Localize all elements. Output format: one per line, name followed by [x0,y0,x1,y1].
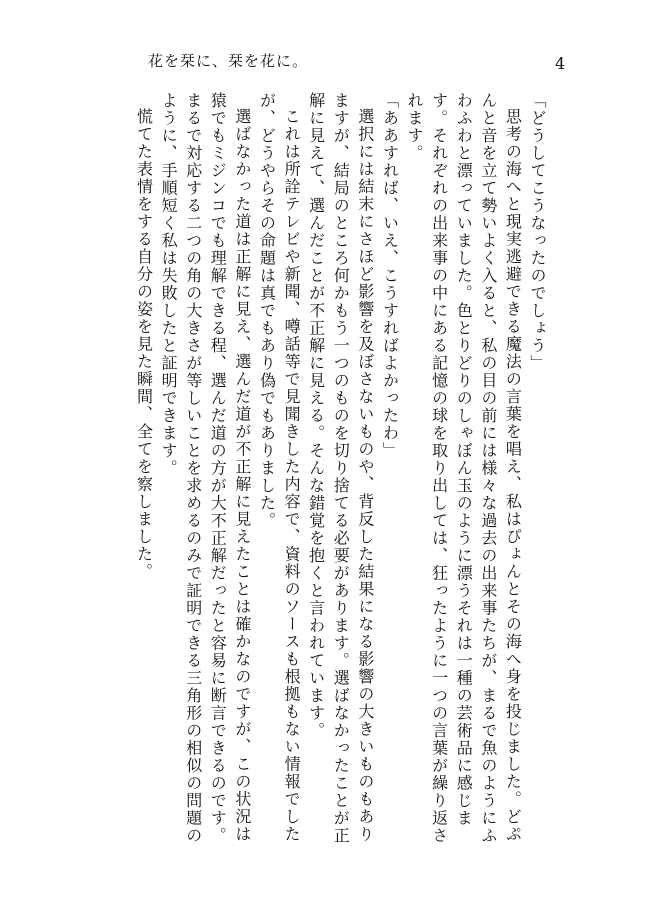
narration-paragraph: 選ばなかった道は正解に見え、選んだ道が不正解に見えたことは確かなのですが、この状況は猿でもミジンコでも理解できる程、選んだ道の方が大不正解だったと容易に断言できるのです。まるで対応する二つの角の大きさが等しいことを求めるのみで証明できる三角形の相似の問題のように、手順短く私は失敗したと証明できます。 [159,92,252,845]
page-number: 4 [555,54,566,73]
dialogue-paragraph: 「ああすれば、いえ、こうすればよかったわ」 [380,92,400,460]
body-text [134,92,549,852]
narration-paragraph: 思考の海へと現実逃避できる魔法の言葉を唱え、私はぴょんとその海へ身を投じました。どぷんと音を立て勢いよく入ると、私の目の前には様々な過去の出来事たちが、まるで魚のようにふわふわと漂っていました。色とりどりのしゃぼん玉のように漂うそれは一種の芸術品に感じます。それぞれの出来事の中にある記憶の球を取り出しては、狂ったように一つの言葉が繰り返されます。 [405,92,523,845]
running-head-title: 花を栞に、栞を花に。 [148,52,309,70]
dialogue-paragraph: 「どうしてこうなったのでしょう」 [528,92,547,372]
narration-paragraph: これは所詮テレビや新聞、噂話等で見聞きした内容で、資料のソースも根拠もない情報でしたが、どうやらその命題は真でもあり偽でもありました。 [257,92,302,843]
narration-paragraph: 慌てた表情をする自分の姿を見た瞬間、全てを察しました。 [134,108,154,581]
narration-paragraph: 選択には結末にさほど影響を及ぼさないものや、背反した結果になる影響の大きいものもありますが、結局のところ何かもう一つのものを切り捨てる必要があります。選ばなかったことが正解に見えて、選んだことが不正解に見える。そんな錯覚を抱くと言われています。 [306,92,375,845]
